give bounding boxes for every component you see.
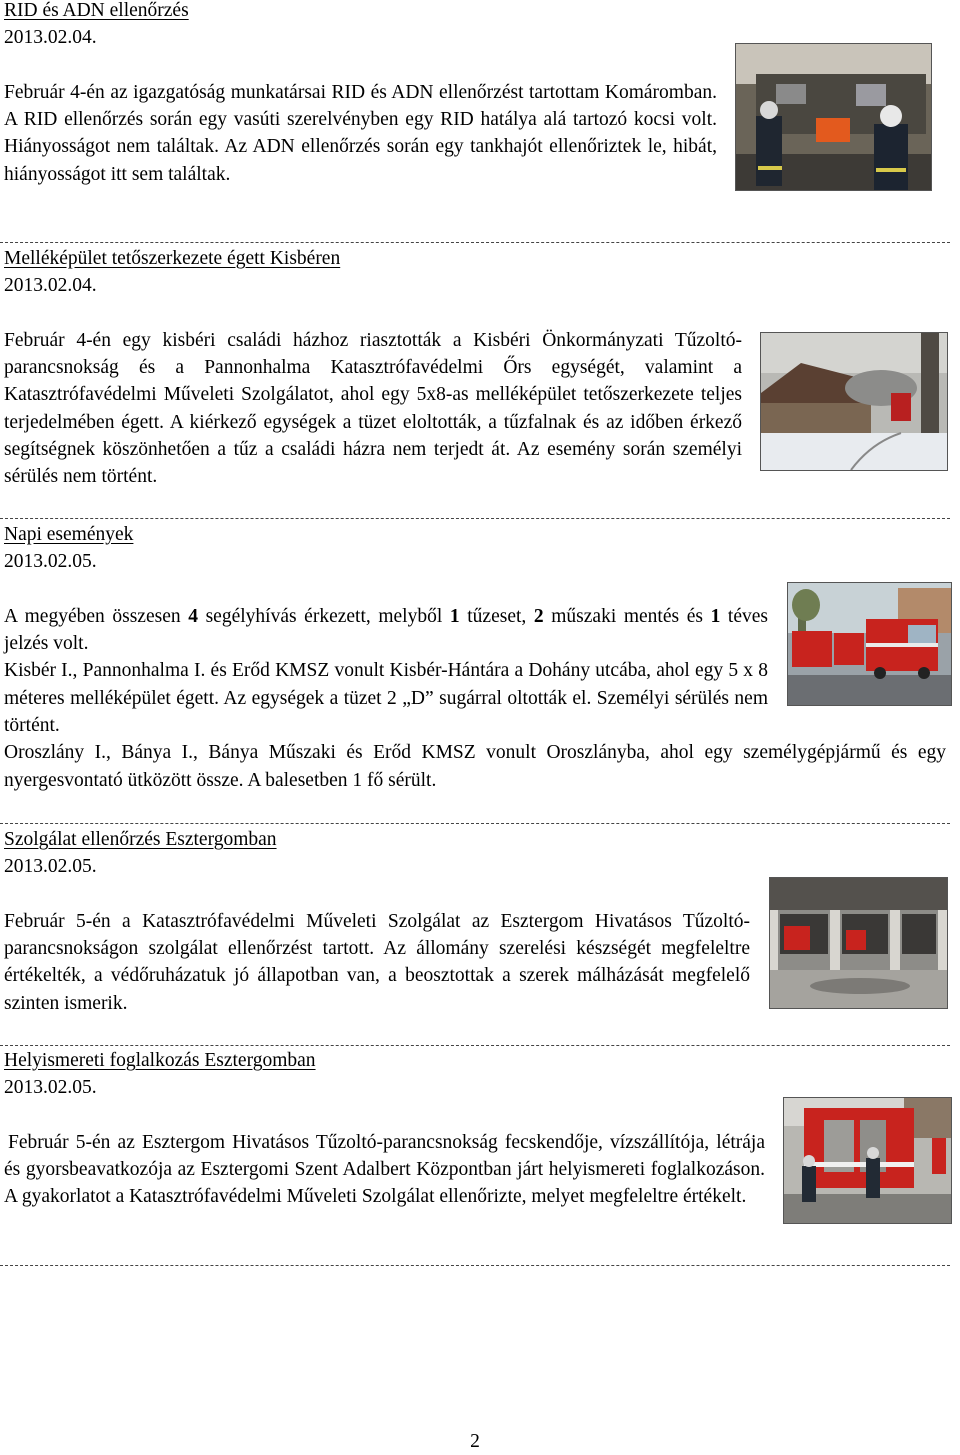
photo-fire-engine-training: [783, 1097, 952, 1224]
article-text: Február 5-én az Esztergom Hivatásos Tűzoltó-parancsnokság fecskendője, vízszállítója, létrája és gyorsbeavatkozója az Esztergomi Szent Adalbert Központban járt helyismereti foglalkozáson. A gyakorlatot a Katasztrófavédelmi Műveleti Szolgálat ellenőrizte, melyet megfeleltre értékelt.: [4, 1131, 765, 1208]
article-title: Szolgálat ellenőrzés Esztergomban: [4, 829, 277, 850]
article-title: RID és ADN ellenőrzés: [4, 0, 189, 21]
article-title: Napi események: [4, 524, 134, 545]
page-number: 2: [470, 1431, 480, 1452]
article-date: 2013.02.04.: [4, 27, 97, 49]
daily-summary: [4, 603, 768, 658]
section-divider: [0, 518, 950, 519]
summary-text: A megyében összesen: [4, 605, 189, 627]
photo-firefighters-railcar: [735, 43, 932, 191]
article-text: Február 4-én egy kisbéri családi házhoz riasztották a Kisbéri Önkormányzati Tűzoltó-parancsnokság és a Pannonhalma Katasztrófavédelmi Őrs egységét, valamint a Katasztrófavédelmi Műveleti Szolgálatot, ahol egy 5x8-as melléképület tetőszerkezete teljes terjedelmében égett. A kiérkező egységek a tüzet eloltották, a tűzfalnak és az időben érkező segítségnek köszönhetően a tűz a családi házra nem terjedt át. Az esemény során személyi sérülés nem történt.: [4, 329, 742, 488]
rescue-count: 2: [533, 605, 544, 627]
section-divider: [0, 823, 950, 824]
fire-count: 1: [449, 605, 460, 627]
article-text: Oroszlány I., Bánya I., Bánya Műszaki és Erőd KMSZ vonult Oroszlányba, ahol egy személygépjármű és egy nyergesvontató ütközött össze. A balesetben 1 fő sérült.: [4, 742, 946, 791]
article-text: Február 4-én az igazgatóság munkatársai RID és ADN ellenőrzést tartottam Komáromban. A RID ellenőrzés során egy vasúti szerelvényben egy RID hatálya alá tartozó kocsi volt. Hiányosságot nem találtak. Az ADN ellenőrzés során egy tankhajót ellenőriztek le, hibát, hiányosságot itt sem találtak.: [4, 81, 717, 185]
photo-kisber-fire: [760, 332, 948, 471]
article-date: 2013.02.05.: [4, 551, 97, 573]
article-title: Helyismereti foglalkozás Esztergomban: [4, 1050, 316, 1071]
section-divider: [0, 242, 950, 243]
summary-text: tűzeset,: [459, 605, 534, 627]
article-title: Melléképület tetőszerkezete égett Kisbéren: [4, 248, 341, 269]
article-date: 2013.02.05.: [4, 856, 97, 878]
false-alarm-count: 1: [710, 605, 721, 627]
section-divider: [0, 1045, 950, 1046]
summary-text: segélyhívás érkezett, melyből: [197, 605, 450, 627]
summary-text: téves jelzés volt.: [4, 605, 768, 655]
article-date: 2013.02.04.: [4, 275, 97, 297]
section-divider: [0, 1265, 950, 1266]
article-date: 2013.02.05.: [4, 1077, 97, 1099]
calls-count: 4: [188, 605, 198, 627]
summary-text: műszaki mentés és: [543, 605, 711, 627]
article-text: Február 5-én a Katasztrófavédelmi Műveleti Szolgálat az Esztergom Hivatásos Tűzoltó-parancsnokságon szolgálat ellenőrzést tartott. Az állomány szerelési készségét megfeleltre értékelték, a védőruházatuk jó állapotban van, a beosztottak a szerek málházását megfelelő szinten ismerik.: [4, 910, 750, 1014]
photo-fire-trucks: [787, 582, 952, 706]
article-text: Kisbér I., Pannonhalma I. és Erőd KMSZ vonult Kisbér-Hántára a Dohány utcába, ahol egy 5 x 8 méteres melléképület égett. Az egységek a tüzet 2 „D” sugárral oltották el. Személyi sérülés nem történt.: [4, 660, 768, 737]
photo-fire-station-garage: [769, 877, 948, 1009]
